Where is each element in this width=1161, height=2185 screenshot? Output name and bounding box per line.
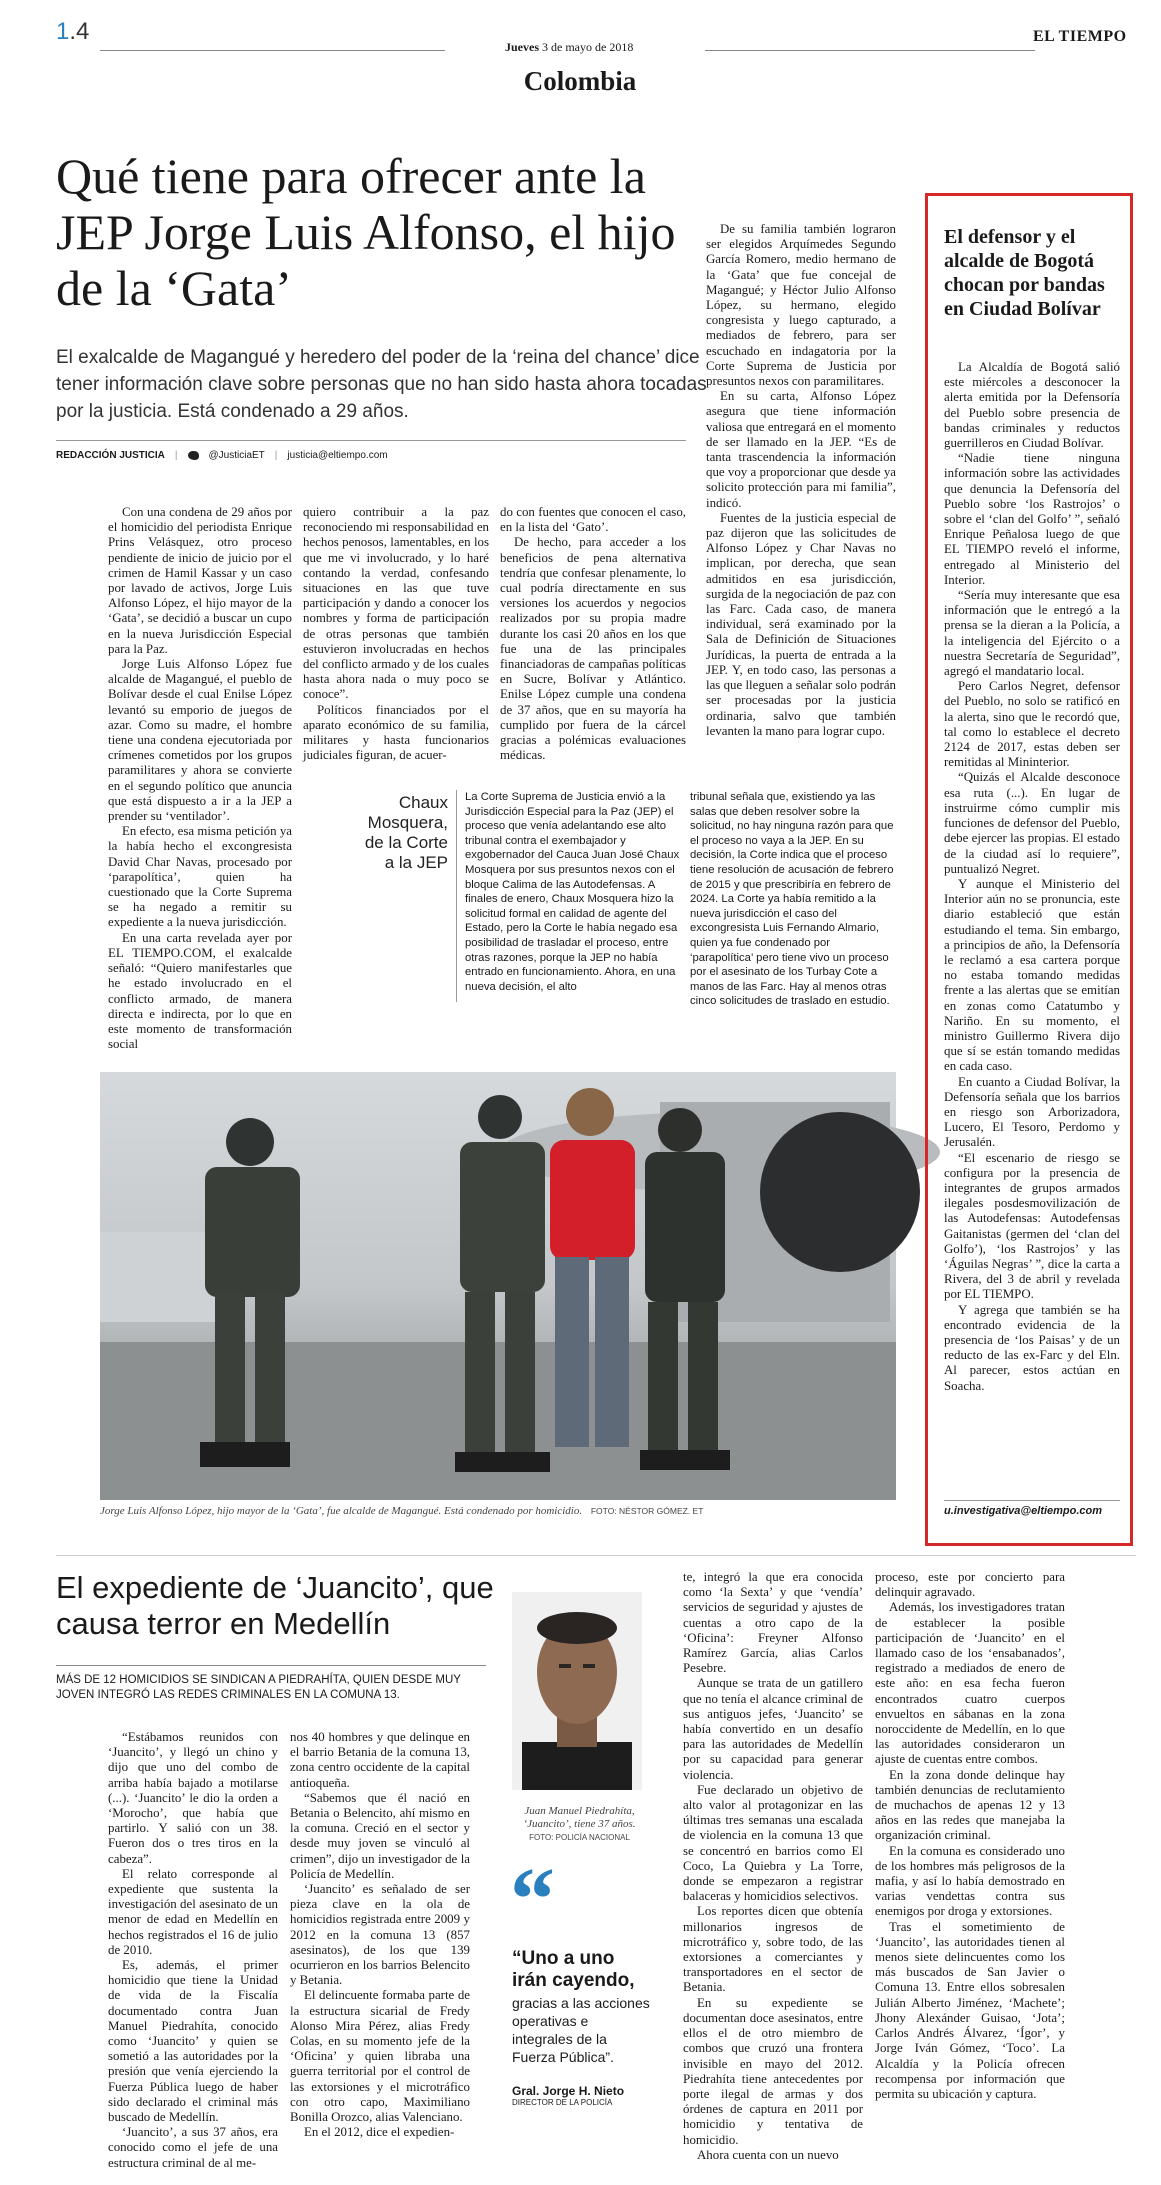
date-weekday: Jueves xyxy=(505,40,539,54)
portrait-figure xyxy=(512,1592,642,1790)
main-headline: Qué tiene para ofrecer ante la JEP Jorge Luis Alfonso, el hijo de la ‘Gata’ xyxy=(56,148,676,316)
paragraph: “Sería muy interesante que esa información que le entregó a la prensa se la dieran a la Policía, a la inteligencia del Ejército o a nuestra Secretaría de Seguridad”, agregó el mandatario local. xyxy=(944,588,1120,679)
juancito-col-2 xyxy=(290,1730,470,2175)
paragraph: De hecho, para acceder a los beneficios de pena alternativa tendría que confesar plenamente, lo cual podría directamente en sus versiones los acuerdos y negocios realizados por su propia madre durante los casi 20 años en los que fue una de las principales financiadoras de campañas políticas en Sucre, Bolívar y Atlántico. Enilse López cumple una condena de 37 años, que en su mayoría ha cumplido por fuera de la cárcel gracias a polémicas evaluaciones médicas. xyxy=(500,535,686,763)
pull-quote xyxy=(512,1948,652,2107)
byline xyxy=(56,450,388,461)
photo-credit: FOTO: NÉSTOR GÓMEZ. ET xyxy=(590,1506,704,1516)
paragraph: Los reportes dicen que obtenía millonarios ingresos de microtráfico y, sobre todo, de las extorsiones a comerciantes y transportadores en el sector de Betania. xyxy=(683,1904,863,1995)
juancito-dek: MÁS DE 12 HOMICIDIOS SE SINDICAN A PIEDRAHÍTA, QUIEN DESDE MUY JOVEN INTEGRÓ LAS REDES CRIMINALES EN LA COMUNA 13. xyxy=(56,1674,461,1701)
paragraph: proceso, este por concierto para delinquir agravado. xyxy=(875,1570,1065,1600)
portrait-photo xyxy=(512,1592,642,1790)
byline-twitter[interactable]: @JusticiaET xyxy=(208,450,265,461)
paragraph: Y aunque el Ministerio del Interior aún no se pronuncia, este diario estableció que están estudiando el tema. Sin embargo, a principios de año, la Defensoría le reclamó a esa cartera porque no estaba tomando medidas frente a las alertas que se emitían en zonas como Catatumbo y Nariño. En su momento, el ministro Guillermo Rivera dijo que sí se están tomando medidas en cada caso. xyxy=(944,876,1120,1074)
main-col-2 xyxy=(303,505,489,770)
quote-bold: “Uno a uno irán cayendo, xyxy=(512,1948,635,1991)
paragraph: En su carta, Alfonso López asegura que tiene información valiosa que entregará en el momento de ser llamado en la JEP. “Es de tanta trascendencia la información que voy a proporcionar que desde ya solicito protección para mi familia”, indicó. xyxy=(706,389,896,510)
page-number xyxy=(56,18,89,46)
paragraph: El delincuente formaba parte de la estructura sicarial de Fredy Alonso Mira Pérez, alias Fredy Colas, en su momento jefe de la ‘Oficina’ y quien libraba una guerra territorial por el control de las extorsiones y el microtráfico con otro capo, Maximiliano Bonilla Orozco, alias Valenciano. xyxy=(290,1988,470,2125)
main-photo xyxy=(100,1072,896,1500)
paragraph: te, integró la que era conocida como ‘la Sexta’ y que ‘vendía’ servicios de seguridad y ajustes de cuentas a otro capo de la ‘Oficina’: Freyner Alfonso Ramírez García, alias Carlos Pesebre. xyxy=(683,1570,863,1676)
page-number-page: .4 xyxy=(69,18,90,45)
sidebar-chaux-col-2: tribunal señala que, existiendo ya las salas que deben resolver sobre la solicitud, no hay ninguna razón para que el proceso no vaya a la JEP. En su decisión, la Corte indica que el proceso tiene resolución de acusación de febrero de 2015 y que prescribiría en febrero de 2024. La Corte ya había remitido a la nueva jurisdicción el caso del excongresista Luis Fernando Almario, quien ya fue condenado por ‘parapolítica’ pero tiene vivo un proceso por el asesinato de los Turbay Cote a manos de las Farc. Hay al menos otras cinco solicitudes de traslado en estudio. xyxy=(690,791,894,1008)
paragraph: Es, además, el primer homicidio que tiene la Unidad de vida de la Fiscalía documentado contra Juan Manuel Piedrahíta, conocido como ‘Juancito’ y quien se sometió a las autoridades por la presión que venía ejerciendo la Fuerza Pública luego de haber sido declarado el criminal más buscado de Medellín. xyxy=(108,1958,278,2125)
photo-caption xyxy=(100,1505,896,1517)
juancito-col-4 xyxy=(875,1570,1065,2175)
main-dek: El exalcalde de Magangué y heredero del poder de la ‘reina del chance’ dice tener información clave sobre personas que no han sido hasta ahora tocadas por la justicia. Está condenado a 29 años. xyxy=(56,347,707,422)
divider: | xyxy=(274,450,278,461)
quote-mark-icon: “ xyxy=(510,1850,555,1949)
twitter-icon xyxy=(188,451,199,460)
juancito-col-3 xyxy=(683,1570,863,2175)
paragraph: En el 2012, dice el expedien- xyxy=(304,2125,455,2140)
paragraph: Con una condena de 29 años por el homicidio del periodista Enrique Prins Velásquez, otro proceso pendiente de inicio de juicio por el crimen de Hamil Kassar y un caso por lavado de activos, Jorge Luis Alfonso López, el hijo mayor de la ‘Gata’, se decidió a buscar un cupo en la nueva Jurisdicción Especial para la Paz. xyxy=(108,505,292,656)
paragraph: En cuanto a Ciudad Bolívar, la Defensoría señala que los barrios en riesgo son Arborizadora, Lucero, El Tesoro, Perdomo y Jerusalén. xyxy=(944,1074,1120,1150)
juancito-col-1 xyxy=(108,1730,278,2175)
date-rest: 3 de mayo de 2018 xyxy=(539,40,634,54)
portrait-caption xyxy=(512,1805,647,1844)
box-email[interactable]: u.investigativa@eltiempo.com xyxy=(944,1505,1103,1517)
propeller xyxy=(760,1112,920,1272)
paragraph: En la zona donde delinque hay también denuncias de reclutamiento de muchachos de apenas 12 y 13 años en las redes que manejaba la organización criminal. xyxy=(875,1767,1065,1843)
juancito-dek-rule xyxy=(56,1665,486,1666)
paragraph: En efecto, esa misma petición ya la había hecho el excongresista David Char Navas, procesado por ‘parapolítica’, quien ha cuestionado que la Corte Suprema se ha negado a remitir su expediente a la nueva jurisdicción. xyxy=(108,824,292,930)
juancito-headline: El expediente de ‘Juancito’, que causa terror en Medellín xyxy=(56,1570,494,1641)
quote-role: DIRECTOR DE LA POLICÍA xyxy=(512,2098,613,2107)
paragraph: En su expediente se documentan doce asesinatos, entre ellos el de otro miembro de combos que cruzó una frontera invisible en mayo del 2012. Piedrahíta tiene antecedentes por porte ilegal de armas y dos órdenes de captura en 2011 por homicidio y tentativa de homicidio. xyxy=(683,1995,863,2147)
paragraph: ‘Juancito’, a sus 37 años, era conocido como el jefe de una estructura criminal de al me- xyxy=(108,2125,278,2170)
paragraph: En una carta revelada ayer por EL TIEMPO.COM, el exalcalde señaló: “Quiero manifestarles que he estado involucrado en el conflicto armado, de manera directa e indirecta, por lo que en este momento de transformación social xyxy=(108,930,292,1052)
paragraph: “Sabemos que él nació en Betania o Belencito, ahí mismo en la comuna. Creció en el sector y desde muy joven se vinculó al crimen”, dijo un investigador de la Policía de Medellín. xyxy=(290,1790,470,1881)
section-title: Colombia xyxy=(523,66,637,96)
header-rule-right xyxy=(705,50,1035,51)
byline-email[interactable]: justicia@eltiempo.com xyxy=(287,450,388,461)
paragraph: En la comuna es considerado uno de los hombres más peligrosos de la mafia, y así lo había demostrado en varias vendettas contra sus enemigos por droga y extorsiones. xyxy=(875,1843,1065,1919)
paragraph: Fuentes de la justicia especial de paz dijeron que las solicitudes de Alfonso López y Char Navas no implican, por derecha, que sean admitidos en esa jurisdicción, surgida de la negociación de paz con las Farc. Cada caso, de manera individual, será examinado por la Sala de Definición de Situaciones Jurídicas, la puerta de entrada a la JEP. Y, en todo caso, las personas a las que lleguen a señalar solo podrán ser procesadas por la justicia ordinaria, salvo que también levanten la mano para lograr cupo. xyxy=(706,510,896,738)
section-divider xyxy=(56,1555,1136,1556)
box-body xyxy=(944,360,1120,1500)
paragraph: “Estábamos reunidos con ‘Juancito’, y llegó un chino y dijo que uno del combo de arriba había bajado a motilarse (...). ‘Juancito’ le dio la orden a ‘Morocho’, que había que partirlo. Y salió con un 38. Fueron dos o tres tiros en la cabeza”. xyxy=(108,1730,278,1866)
sidebar-chaux-col-1: La Corte Suprema de Justicia envió a la Jurisdicción Especial para la Paz (JEP) el proceso que venía adelantando ese alto tribunal contra el exembajador y exgobernador del Cauca Juan José Chaux Mosquera por sus presuntos nexos con el bloque Calima de las Autodefensas. A finales de enero, Chaux Mosquera hizo la solicitud formal en calidad de agente del Estado, pero la Corte le había negado esa posibilidad de trasladar el proceso, entre otras razones, porque la JEP no había entrado en funcionamiento. Ahora, en una nueva decisión, el alto xyxy=(465,791,680,993)
header-rule-left xyxy=(100,50,445,51)
quote-rest: gracias a las acciones operativas e integrales de la Fuerza Pública”. xyxy=(512,1995,650,2065)
paragraph: ‘Juancito’ es señalado de ser pieza clave en la ola de homicidios registrada entre 2009 y 2012 en la comuna 13 (857 asesinatos), de los que 139 ocurrieron en los barrios Belencito y Betania. xyxy=(290,1882,470,1988)
box-email-rule xyxy=(944,1500,1120,1501)
sidebar-chaux-title: Chaux Mosquera, de la Corte a la JEP xyxy=(364,793,448,872)
sidebar-divider xyxy=(456,790,457,1002)
paragraph: nos 40 hombres y que delinque en el barrio Betania de la comuna 13, zona centro occidente de la capital antioqueña. xyxy=(290,1730,470,1790)
brand-logo: EL TIEMPO xyxy=(1033,28,1127,45)
paragraph: La Alcaldía de Bogotá salió este miércoles a desconocer la alerta emitida por la Defensoría del Pueblo sobre presencia de bandas criminales y reductos guerrilleros en Ciudad Bolívar. xyxy=(944,360,1120,451)
paragraph: Y agrega que también se ha encontrado evidencia de la presencia de ‘los Paisas’ y de un reducto de las ex-Farc y del Eln. Al parecer, estos actúan en Soacha. xyxy=(944,1302,1120,1393)
paragraph: do con fuentes que conocen el caso, en la lista del ‘Gato’. xyxy=(500,505,686,535)
paragraph: Aunque se trata de un gatillero que no tenía el alcance criminal de sus antiguos jefes, ‘Juancito’ se había convertido en un desafío para las autoridades de Medellín por su capacidad para generar violencia. xyxy=(683,1676,863,1782)
box-headline: El defensor y el alcalde de Bogotá chocan por bandas en Ciudad Bolívar xyxy=(944,226,1105,320)
paragraph: El relato corresponde al expediente que sustenta la investigación del asesinato de un menor de edad en Medellín en hechos registrados el 16 de julio de 2010. xyxy=(108,1866,278,1957)
date-line xyxy=(505,40,633,55)
main-col-1 xyxy=(108,505,292,1052)
paragraph: Pero Carlos Negret, defensor del Pueblo, no solo se ratificó en la alerta, sino que le recordó que, tal como lo establece el decreto 2124 de 2017, estas deben ser remitidas al Mininterior. xyxy=(944,679,1120,770)
paragraph: Fue declarado un objetivo de alto valor al protagonizar en las últimas tres semanas una escalada de violencia en la comuna 13 que se concentró en barrios como El Coco, La Quiebra y La Torre, donde se empezaron a registrar balaceras y homicidios selectivos. xyxy=(683,1782,863,1904)
paragraph: Tras el sometimiento de ‘Juancito’, las autoridades tienen al menos siete delincuentes como los más buscados de San Javier o Comuna 13. Entre ellos sobresalen Julián Alberto Jiménez, ‘Machete’; Jhony Alexánder Guisao, ‘Jota’; Carlos Andrés Álvarez, ‘Ígor’, y Jorge Iván Gómez, ‘Toco’. La Alcaldía y la Policía ofrecen recompensa por información que permita su ubicación y captura. xyxy=(875,1919,1065,2101)
paragraph: Ahora cuenta con un nuevo xyxy=(697,2147,839,2162)
byline-author: REDACCIÓN JUSTICIA xyxy=(56,450,165,461)
portrait-credit: FOTO: POLICÍA NACIONAL xyxy=(529,1833,630,1842)
paragraph: “El escenario de riesgo se configura por la presencia de integrantes de grupos armados ilegales posdesmovilización de las Autodefensas: Autodefensas Gaitanistas (germen del ‘clan del Golfo’), ‘los Rastrojos’ y las ‘Águilas Negras’ ”, dice la carta a Rivera, del 3 de abril y revelada por EL TIEMPO. xyxy=(944,1150,1120,1302)
paragraph: Además, los investigadores tratan de establecer la posible participación de ‘Juancito’ en el llamado caso de los ‘ensabanados’, registrado a mediados de enero de este año: en esa fecha fueron encontrados cuatro cuerpos envueltos en sábanas en la zona noroccidente de Medellín, en lo que las autoridades consideraron un ajuste de cuentas entre combos. xyxy=(875,1600,1065,1767)
quote-author: Gral. Jorge H. Nieto xyxy=(512,2084,625,2098)
paragraph: Jorge Luis Alfonso López fue alcalde de Magangué, el pueblo de Bolívar desde el cual Enilse López levantó su emporio de juegos de azar. Como su madre, el hombre tiene una condena ejecutoriada por crímenes cometidos por los grupos paramilitares y ahora se convierte en el segundo político que anuncia que está dispuesto a ir a la JEP a prender su ‘ventilador’. xyxy=(108,657,292,824)
page-number-section: 1 xyxy=(56,18,70,45)
main-col-3 xyxy=(500,505,686,770)
byline-rule xyxy=(56,440,686,441)
main-col-4 xyxy=(706,222,896,770)
paragraph: quiero contribuir a la paz reconociendo mi responsabilidad en hechos penosos, lamentables, en los que me vi involucrado, y lo haré contando la verdad, confesando situaciones en las que tuve participación y dando a conocer los nombres y forma de participación de otras personas que también estuvieron involucradas en hechos del conflicto armado y de los cuales hasta ahora nada o muy poco se conoce”. xyxy=(303,505,489,702)
photo-scene xyxy=(100,1072,896,1500)
paragraph: De su familia también lograron ser elegidos Arquímedes Segundo García Romero, medio hermano de la ‘Gata’ que fue concejal de Magangué; y Héctor Julio Alfonso López, su hermano, elegido congresista y luego capturado, a mediados de febrero, para ser escuchado en indagatoria por la Corte Suprema de Justicia por presuntos nexos con paramilitares. xyxy=(706,222,896,389)
portrait-caption-text: Juan Manuel Piedrahíta, ‘Juancito’, tiene 37 años. xyxy=(523,1805,636,1830)
caption-text: Jorge Luis Alfonso López, hijo mayor de la ‘Gata’, fue alcalde de Magangué. Está condenado por homicidio. xyxy=(100,1505,583,1517)
paragraph: “Quizás el Alcalde desconoce esa ruta (...). En lugar de instruirme cómo cumplir mis funciones de defensor del Pueblo, debe ejercer las propias. El estado de la ciudad así lo requiere”, puntualizó Negret. xyxy=(944,770,1120,876)
divider: | xyxy=(174,450,178,461)
paragraph: “Nadie tiene ninguna información sobre las actividades que denuncia la Defensoría del Pueblo sobre ‘los Rastrojos’ o sobre el ‘clan del Golfo’ ”, señaló Enrique Peñalosa luego de que EL TIEMPO reveló el informe, entregado al Ministerio del Interior. xyxy=(944,451,1120,587)
paragraph: Políticos financiados por el aparato económico de su familia, militares y hasta funcionarios judiciales figuran, de acuer- xyxy=(303,702,489,763)
